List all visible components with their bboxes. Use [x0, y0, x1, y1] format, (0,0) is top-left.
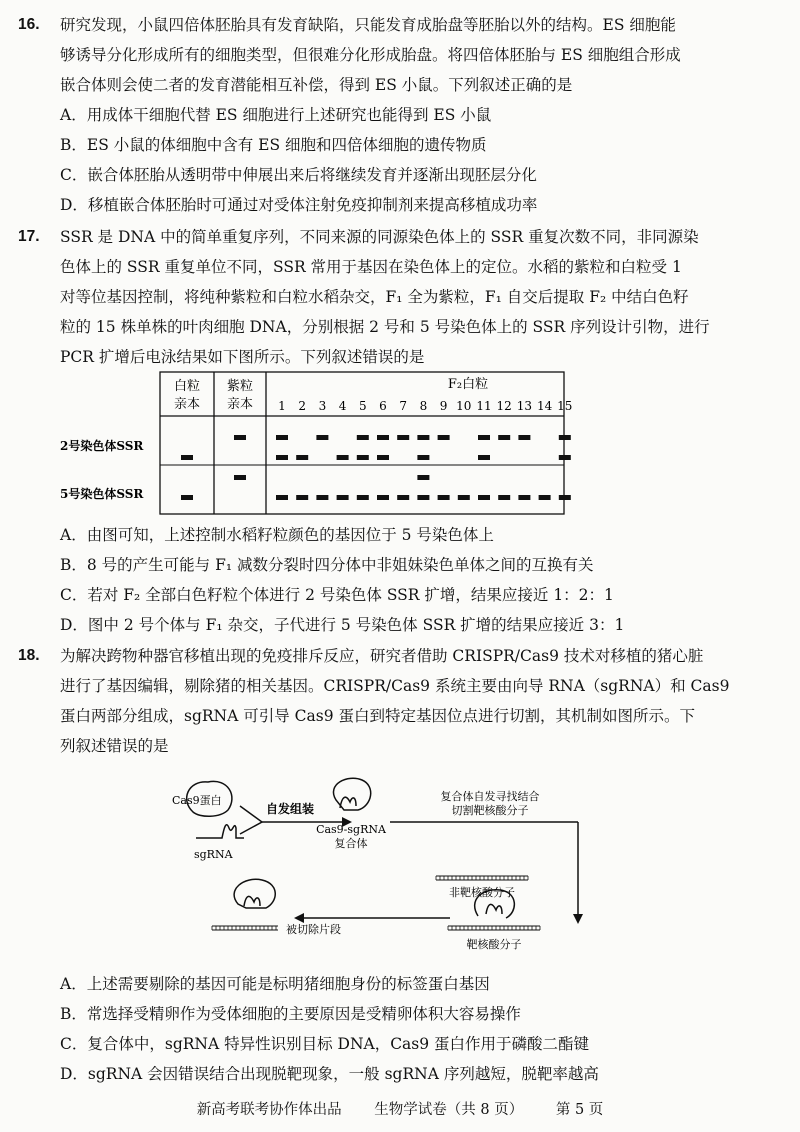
stem-line: SSR 是 DNA 中的简单重复序列，不同来源的同源染色体上的 SSR 重复次数不同，非同源染 — [60, 228, 699, 246]
stem-line: 研究发现，小鼠四倍体胚胎具有发育缺陷，只能发育成胎盘等胚胎以外的结构。ES 细胞能 — [60, 16, 676, 34]
gel-band — [357, 455, 369, 460]
f2-title: F₂白粒 — [447, 377, 489, 392]
gel-band — [478, 435, 490, 440]
footer-page: 第 5 页 — [555, 1102, 604, 1118]
gel-band — [276, 495, 288, 500]
search-label: 切割靶核酸分子 — [451, 804, 529, 817]
gel-band — [397, 495, 409, 500]
gel-band — [417, 455, 429, 460]
stem-line: 进行了基因编辑，剔除猪的相关基因。CRISPR/Cas9 系统主要由向导 RNA（sgRNA）和 Cas9 — [60, 677, 730, 695]
gel-band — [276, 455, 288, 460]
gel-band — [438, 435, 450, 440]
chr2-label: 2号染色体SSR — [60, 439, 144, 453]
gel-band — [458, 495, 470, 500]
lane-number: 8 — [419, 399, 428, 413]
gel-band — [417, 475, 429, 480]
option-b: B．8 号的产生可能与 F₁ 减数分裂时四分体中非姐妹染色单体之间的互换有关 — [60, 556, 594, 574]
gel-band — [357, 435, 369, 440]
lane-number: 10 — [456, 399, 472, 413]
gel-band — [234, 475, 246, 480]
lane-number: 15 — [557, 399, 573, 413]
cut-label: 被切除片段 — [286, 923, 341, 936]
sgrna-icon — [196, 825, 244, 838]
gel-band — [377, 455, 389, 460]
option-d: D．移植嵌合体胚胎时可通过对受体注射免疫抑制剂来提高移植成功率 — [60, 196, 538, 214]
page-footer — [0, 1098, 800, 1119]
lane-number: 4 — [338, 399, 347, 413]
option-c: C．复合体中，sgRNA 特异性识别目标 DNA，Cas9 蛋白作用于磷酸二酯键 — [60, 1035, 590, 1053]
lane-number: 1 — [278, 399, 286, 413]
question-number: 18. — [18, 647, 40, 664]
white-parent-label: 亲本 — [173, 397, 201, 412]
gel-band — [518, 495, 530, 500]
stem-line: 嵌合体则会使二者的发育潜能相互补偿，得到 ES 小鼠。下列叙述正确的是 — [60, 76, 573, 94]
gel-band — [417, 495, 429, 500]
cas9-label: Cas9蛋白 — [172, 794, 222, 807]
gel-band — [234, 435, 246, 440]
lane-number: 14 — [536, 399, 553, 413]
option-b: B．常选择受精卵作为受体细胞的主要原因是受精卵体积大容易操作 — [60, 1005, 521, 1023]
option-a: A．用成体干细胞代替 ES 细胞进行上述研究也能得到 ES 小鼠 — [60, 106, 492, 124]
gel-band — [181, 495, 193, 500]
purple-parent-label: 紫粒 — [226, 379, 254, 394]
stem-line: PCR 扩增后电泳结果如下图所示。下列叙述错误的是 — [60, 348, 425, 366]
option-c: C．嵌合体胚胎从透明带中伸展出来后将继续发育并逐渐出现胚层分化 — [60, 166, 537, 184]
lane-number: 9 — [439, 399, 448, 413]
gel-band — [296, 455, 308, 460]
lane-number: 13 — [516, 399, 533, 413]
gel-band — [498, 435, 510, 440]
footer-subject: 生物学试卷（共 8 页） — [374, 1102, 524, 1118]
gel-band — [498, 495, 510, 500]
question-17-options — [18, 520, 783, 640]
option-a: A．由图可知，上述控制水稻籽粒颜色的基因位于 5 号染色体上 — [60, 526, 494, 544]
complex-label: Cas9-sgRNA — [316, 823, 386, 836]
purple-parent-label: 亲本 — [226, 397, 254, 412]
gel-band — [478, 455, 490, 460]
option-a: A．上述需要剔除的基因可能是标明猪细胞身份的标签蛋白基因 — [60, 975, 490, 993]
lane-number: 7 — [399, 399, 408, 413]
stem-line: 色体上的 SSR 重复单位不同，SSR 常用于基因在染色体上的定位。水稻的紫粒和白粒受 1 — [60, 258, 682, 276]
option-c: C．若对 F₂ 全部白色籽粒个体进行 2 号染色体 SSR 扩增，结果应接近 1：2：1 — [60, 586, 614, 604]
search-label: 复合体自发寻找结合 — [440, 790, 540, 803]
stem-line: 列叙述错误的是 — [60, 737, 169, 755]
gel-band — [276, 435, 288, 440]
gel-band — [337, 495, 349, 500]
lane-number: 6 — [379, 399, 387, 413]
question-number: 17. — [18, 228, 40, 245]
gel-band — [337, 455, 349, 460]
gel-band — [296, 495, 308, 500]
ssr-gel-table — [0, 368, 800, 520]
question-17 — [18, 222, 783, 372]
chr5-label: 5号染色体SSR — [60, 487, 144, 501]
complex-icon — [333, 778, 370, 810]
gel-band — [316, 495, 328, 500]
stem-line: 为解决跨物种器官移植出现的免疫排斥反应，研究者借助 CRISPR/Cas9 技术对移植的猪心脏 — [60, 647, 704, 665]
option-d: D．sgRNA 会因错误结合出现脱靶现象，一般 sgRNA 序列越短，脱靶率越高 — [60, 1065, 599, 1083]
footer-publisher: 新高考联考协作体出品 — [196, 1102, 342, 1118]
stem-line: 粒的 15 株单株的叶肉细胞 DNA，分别根据 2 号和 5 号染色体上的 SSR 序列设计引物，进行 — [60, 318, 710, 336]
sgrna-label: sgRNA — [194, 848, 233, 861]
lane-number: 12 — [496, 399, 512, 413]
option-b: B．ES 小鼠的体细胞中含有 ES 细胞和四倍体细胞的遗传物质 — [60, 136, 487, 154]
gel-band — [397, 435, 409, 440]
question-number: 16. — [18, 16, 40, 33]
gel-band — [417, 435, 429, 440]
gel-band — [357, 495, 369, 500]
question-18-options — [18, 969, 783, 1089]
gel-band — [377, 435, 389, 440]
assemble-label: 自发组装 — [266, 802, 315, 816]
nontarget-label: 非靶核酸分子 — [449, 886, 515, 899]
gel-band — [559, 455, 571, 460]
gel-band — [559, 435, 571, 440]
lane-number: 11 — [476, 399, 492, 413]
gel-band — [478, 495, 490, 500]
lane-number: 3 — [318, 399, 327, 413]
gel-band — [438, 495, 450, 500]
target-label: 靶核酸分子 — [466, 938, 522, 951]
crispr-diagram — [0, 770, 800, 970]
question-16 — [18, 10, 783, 220]
stem-line: 够诱导分化形成所有的细胞类型，但很难分化形成胎盘。将四倍体胚胎与 ES 细胞组合形成 — [60, 46, 681, 64]
gel-band — [559, 495, 571, 500]
complex-label: 复合体 — [334, 837, 368, 850]
lane-number: 5 — [358, 399, 367, 413]
gel-band — [181, 455, 193, 460]
cut-complex-icon — [234, 879, 275, 908]
gel-band — [539, 495, 551, 500]
question-18 — [18, 641, 783, 761]
gel-band — [518, 435, 530, 440]
white-parent-label: 白粒 — [173, 379, 201, 394]
option-d: D．图中 2 号个体与 F₁ 杂交，子代进行 5 号染色体 SSR 扩增的结果应接近 3：1 — [60, 616, 625, 634]
stem-line: 对等位基因控制，将纯种紫粒和白粒水稻杂交，F₁ 全为紫粒，F₁ 自交后提取 F₂ 中结白色籽 — [60, 288, 689, 306]
stem-line: 蛋白两部分组成，sgRNA 可引导 Cas9 蛋白到特定基因位点进行切割，其机制如图所示。下 — [60, 707, 696, 725]
gel-band — [316, 435, 328, 440]
lane-number: 2 — [298, 399, 307, 413]
gel-band — [377, 495, 389, 500]
